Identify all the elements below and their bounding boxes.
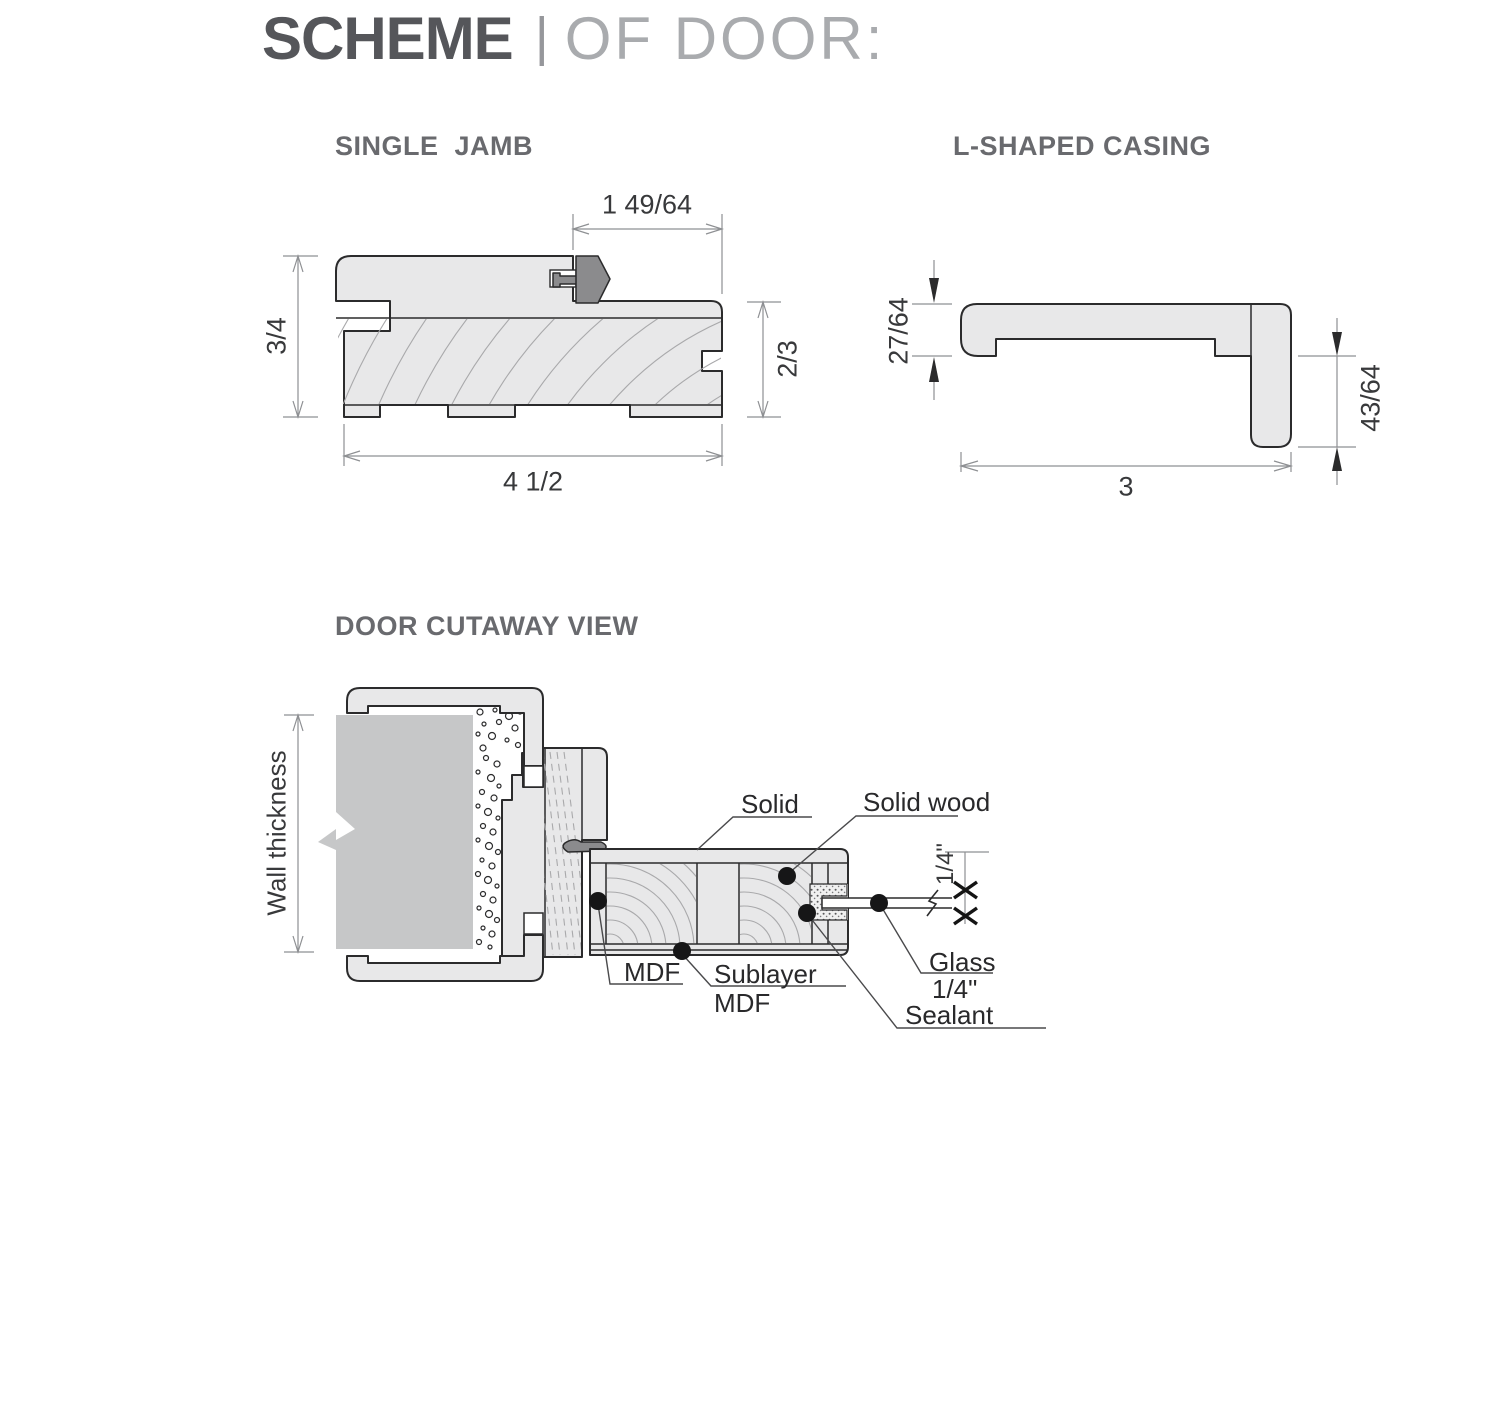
dim-casing-bottom: [961, 452, 1291, 472]
dim-value-27-64: 27/64: [883, 297, 914, 365]
label-solid: Solid: [741, 789, 799, 819]
dot-glass: [870, 894, 888, 912]
dot-mdf: [589, 892, 607, 910]
door-panel: [590, 849, 848, 955]
page-title: [262, 4, 885, 73]
dot-sealant: [798, 904, 816, 922]
dim-value-1-49-64: 1 49/64: [601, 189, 693, 220]
dim-casing-left: [912, 260, 952, 400]
single-jamb-drawing: [260, 185, 800, 515]
label-sealant: Sealant: [905, 1000, 994, 1030]
dim-value-4-1-2: 4 1/2: [502, 466, 564, 497]
label-sublayer-line1: Sublayer: [714, 959, 817, 989]
dim-value-2-3: 2/3: [772, 340, 803, 378]
dim-casing-right: [1298, 318, 1356, 485]
dot-solid-wood: [778, 867, 796, 885]
label-mdf: MDF: [624, 957, 681, 987]
title-divider: |: [534, 7, 549, 67]
jamb-seal-gasket: [576, 256, 610, 303]
dim-value-3-4: 3/4: [261, 317, 292, 355]
heading-l-shaped-casing: L-SHAPED CASING: [953, 131, 1212, 161]
l-casing-drawing: [860, 260, 1420, 510]
heading-door-cutaway-view: DOOR CUTAWAY VIEW: [335, 611, 639, 641]
wall-section: [336, 715, 473, 949]
label-solid-wood: Solid wood: [863, 787, 991, 817]
title-primary: SCHEME: [262, 5, 513, 72]
label-sublayer-line2: MDF: [714, 988, 771, 1018]
dim-value-3: 3: [1118, 471, 1134, 502]
jamb-profile: [336, 256, 722, 417]
dim-value-wall-thickness: Wall thickness: [261, 750, 292, 916]
dim-bottom: [344, 424, 722, 466]
heading-single-jamb: SINGLE JAMB: [335, 131, 534, 161]
dim-value-43-64: 43/64: [1355, 364, 1386, 432]
dim-value-glass-quarter: 1/4": [932, 843, 959, 885]
title-secondary: OF DOOR:: [564, 5, 886, 72]
casing-profile: [961, 304, 1291, 447]
wall-break-spike: [318, 829, 336, 850]
label-glass-line1: Glass: [929, 947, 996, 977]
label-glass-line2: 1/4": [932, 974, 978, 1004]
casing-leg-slot-bottom: [524, 913, 543, 934]
casing-leg-slot-top: [524, 766, 543, 787]
